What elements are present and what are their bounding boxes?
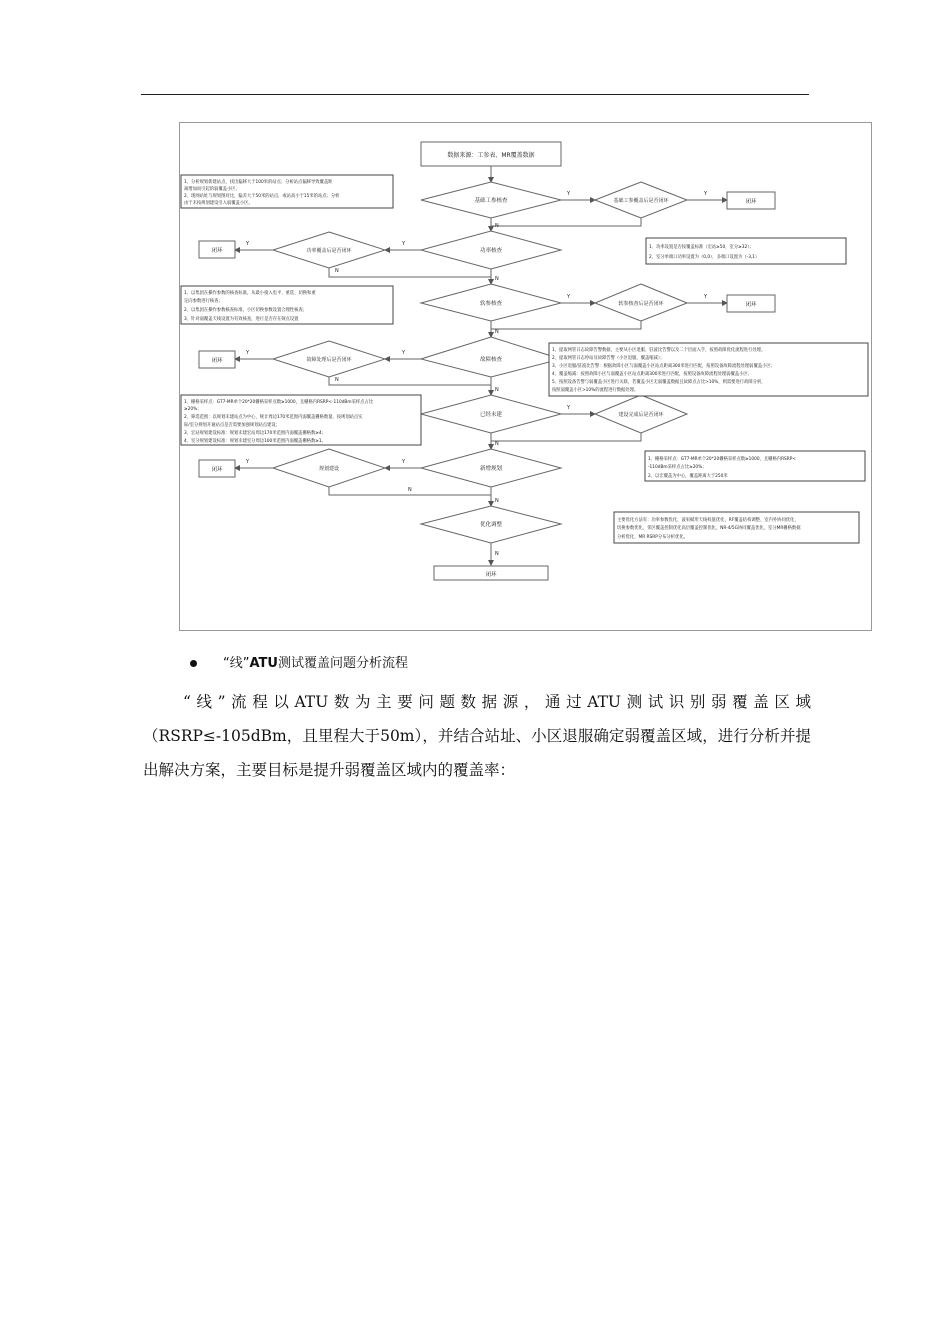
note-n4-line: 3、小区退服/驻波比告警：根据故障小区与弱覆盖小区站点距离300米进行匹配，按照设备故障流程处理弱覆盖小区； [552,364,775,369]
no-label: N [495,223,499,229]
note-n5-line: 4、室分规划建设标准：规划未建室分周边100米范围内弱覆盖栅格数≥1。 [184,439,326,444]
yes-label: Y [567,191,571,197]
decision-d2: 功率核查 [479,248,503,254]
note-n6-line: 1、栅格采样点：GT7-MR单个20*20栅格采样点数≥1000，且栅格内RSRP< [648,457,796,462]
caption-prefix: “线” [223,656,250,671]
bullet-icon [190,660,197,667]
yes-label: Y [246,459,250,465]
yes-label: Y [567,294,571,300]
decision-d3: 软参核查 [479,301,503,307]
page-header-rule [141,94,809,95]
decision-d4b: 故障处理后是否闭环 [306,357,352,363]
decision-d4: 故障核查 [479,357,503,363]
yes-label: Y [246,241,250,247]
note-n5-line: 际/室分规划开通站点是否需要加强规划站点建设； [184,423,280,428]
end-e6: 闭环 [485,572,497,578]
figure-caption [190,652,408,671]
decision-d6: 新增规划 [479,466,503,472]
note-n4-line: 1、提取网管日志故障告警数据，主要从小区退服、驻波比告警以及二个层面入手，按照故障优化流程进行处理。 [552,348,766,353]
note-n1-line: 由于未按规划建设引入弱覆盖小区。 [184,201,253,206]
note-n5-line: ≥20%； [184,407,202,412]
no-label: N [335,377,339,383]
note-n3-line: 定向参数进行核查； [184,299,223,304]
caption-bold: ATU [249,656,278,671]
decision-d3b: 软参核查后是否闭环 [618,301,664,307]
note-n3-line: 1、以集团在操作参数的核查标准，从最小接入电平、重选、切换和重 [184,291,316,296]
note-n1-line: 1、分析规划新建站点，找出偏移大于100米的站点；分析站点偏移导致覆盖距 [184,180,333,185]
note-n1-line: 2、现网站址与规划图对比，偏差大于50米的站点，或站高小于15米的站点；分析 [184,194,340,199]
note-n4-line: 按照弱覆盖小区>10%的流程进行数据处理。 [552,388,639,393]
no-label: N [335,268,339,274]
no-label: N [495,551,499,557]
start-label: 数据来源：工参表、MR覆盖数据 [447,152,535,159]
yes-label: Y [402,350,406,356]
note-n3-line: 3、针对弱覆盖天线设置为有效核查，进行是否存在频点设置 [184,317,299,322]
end-e1: 闭环 [745,199,757,205]
decision-d5b: 建设完成后是否闭环 [618,412,664,418]
note-n4-line: 4、覆盖缩减：按照故障小区与弱覆盖小区站点距离300米进行匹配，按照设备故障流程处理弱覆盖小区； [552,372,752,377]
no-label: N [408,487,412,493]
note-n3-line: 2、以集团在操作参数核查标准，小区切换参数设置合理性核查； [184,308,308,313]
decision-d5: 已经未建 [479,412,503,418]
end-e4: 闭环 [211,358,223,364]
note-n5-line: 2、筛选范围：以规划未建站点为中心，统计周边170米范围内弱覆盖栅格数量，按规划站点实 [184,415,363,420]
end-e5: 闭环 [211,467,223,473]
yes-label: Y [704,294,708,300]
no-label: N [495,387,499,393]
no-label: N [495,276,499,282]
caption-text: 测试覆盖问题分析流程 [277,656,408,671]
note-n1-line: 离增加而引起的弱覆盖小区； [184,187,240,192]
no-label: N [495,329,499,335]
note-n4-line: 5、按照设备告警与弱覆盖小区进行关联，若覆盖小区无弱覆盖数据且故障点占比>10%，则需要进行故障分析， [552,380,766,385]
end-e3: 闭环 [745,302,757,308]
decision-d6b: 规划建设 [318,466,340,472]
flowchart-figure [179,122,872,631]
note-n7-line: 切换参数优化、邻区覆盖控制优化高层覆盖控制优化、NR-4/5G协同覆盖优化、室分MR栅格数据 [617,526,801,531]
yes-label: Y [402,241,406,247]
note-n2-line: 2、室分单端口功率设置为（0,0），多端口设置为（-3,1） [649,255,760,260]
yes-label: Y [567,405,571,411]
note-n7-line: 分析优化、MR RSRP分布分析优化。 [617,535,688,540]
body-paragraph: “线”流程以ATU数为主要问题数据源，通过ATU测试识别弱覆盖区域（RSRP≤-105dBm，且里程大于50m），并结合站址、小区退服确定弱覆盖区域，进行分析并提出解决方案，主要目标是提升弱覆盖区域内的覆盖率： [143,693,811,779]
no-label: N [495,498,499,504]
decision-d2b: 功率覆盖后是否闭环 [306,248,352,254]
no-label: N [495,441,499,447]
note-n7-line: 主要优化方法有：功率参数优化、波束赋形天线权值优化、RF覆盖结构调整、室内外协同优化、 [617,518,799,523]
note-n5-line: 1、栅格采样点：GT7-MR单个20*20栅格采样点数≥1000，且栅格内RSRP<-110dBm采样点占比 [184,400,374,405]
yes-label: Y [402,459,406,465]
note-n5-line: 3、宏站规划建设标准：规划未建宏站周边170米范围内弱覆盖栅格数≥4； [184,431,326,436]
note-n2-line: 1、功率设置是否按覆盖标准（宏站≥50，室分≥32）； [649,245,754,250]
note-n6-line: -110dBm采样点占比≥20%； [648,465,707,470]
yes-label: Y [704,191,708,197]
decision-d1b: 基础工参覆盖后是否闭环 [613,198,669,204]
note-n4-line: 2、提取网管日志停站及故障告警（小区退服、覆盖缩减）； [552,356,665,361]
note-n6-line: 2、以宏覆盖为中心，覆盖距离大于250米 [648,474,728,479]
decision-d7: 优化调整 [479,522,503,528]
decision-d1: 基础工参核查 [474,198,508,204]
yes-label: Y [246,350,250,356]
end-e2: 闭环 [211,248,223,254]
